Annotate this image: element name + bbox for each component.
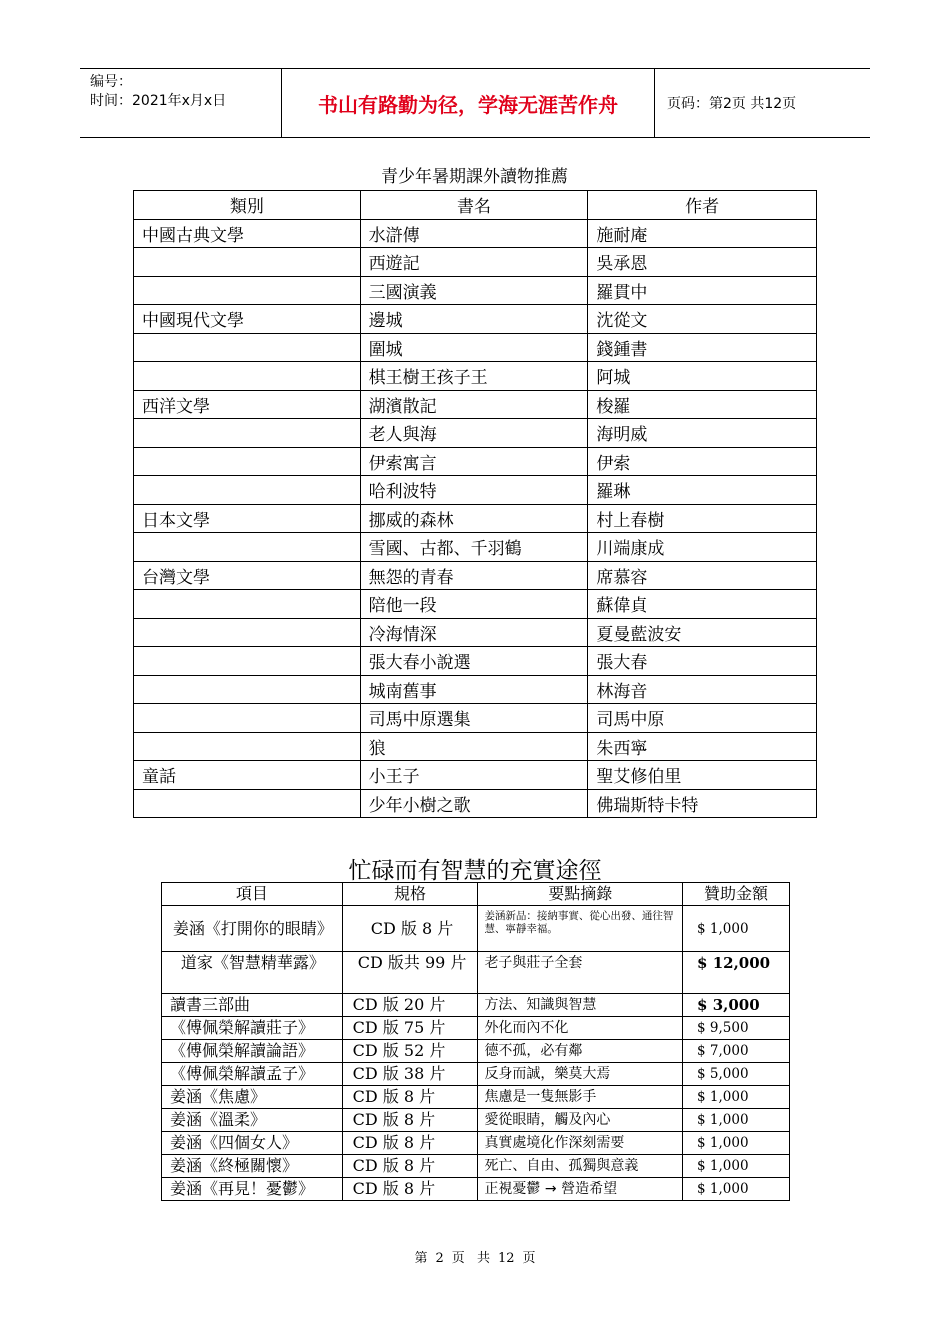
table-row [134,590,817,619]
author-cell: 張大春 [588,647,817,676]
footer-text: 共 [476,1251,490,1266]
author-cell: 吳承恩 [588,248,817,277]
amount-cell: $ 1,000 [683,1155,790,1178]
table-row [134,789,817,818]
table-row [162,994,790,1017]
author-cell: 羅貫中 [588,276,817,305]
item-cell: 《傅佩榮解讀莊子》 [162,1017,343,1040]
table-row [162,1155,790,1178]
footer-text: 第 [414,1251,428,1266]
author-cell: 佛瑞斯特卡特 [588,789,817,818]
header-motto: 书山有路勤为径，学海无涯苦作舟 [282,69,655,137]
category-cell: 中國古典文學 [134,219,361,248]
footer-page-total: 12 [497,1251,515,1266]
spec-cell: CD 版 20 片 [342,994,478,1017]
summary-cell: 德不孤，必有鄰 [478,1040,683,1063]
summary-cell: 焦慮是一隻無影手 [478,1086,683,1109]
author-cell: 施耐庵 [588,219,817,248]
table-row [134,305,817,334]
book-title-cell: 湖濱散記 [360,390,588,419]
table-row [134,704,817,733]
category-cell [134,333,361,362]
page-footer [0,1247,950,1266]
book-title-cell: 司馬中原選集 [360,704,588,733]
number-label: 编号： [90,74,132,90]
category-cell [134,732,361,761]
column-header: 項目 [162,883,343,906]
header-meta [80,69,282,137]
amount-cell: $ 1,000 [683,1132,790,1155]
column-header: 書名 [360,191,588,220]
author-cell: 錢鍾書 [588,333,817,362]
footer-page-number: 2 [435,1251,444,1266]
book-title-cell: 少年小樹之歌 [360,789,588,818]
amount-cell: $ 9,500 [683,1017,790,1040]
author-cell: 司馬中原 [588,704,817,733]
table-row [134,561,817,590]
author-cell: 夏曼藍波安 [588,618,817,647]
author-cell: 朱西寧 [588,732,817,761]
table-row [134,276,817,305]
summary-cell: 真實處境化作深刻需要 [478,1132,683,1155]
reading-list-title: 青少年暑期課外讀物推薦 [381,167,568,187]
book-title-cell: 水滸傳 [360,219,588,248]
table-header-row [162,883,790,906]
table-row [134,476,817,505]
category-cell: 西洋文學 [134,390,361,419]
book-title-cell: 三國演義 [360,276,588,305]
category-cell [134,419,361,448]
item-cell: 《傅佩榮解讀論語》 [162,1040,343,1063]
author-cell: 伊索 [588,447,817,476]
table-row [162,1040,790,1063]
footer-text: 页 [522,1251,536,1266]
item-cell: 道家《智慧精華露》 [162,952,343,994]
spec-cell: CD 版 8 片 [342,1178,478,1201]
category-cell [134,647,361,676]
author-cell: 沈從文 [588,305,817,334]
amount-cell: $ 5,000 [683,1063,790,1086]
summary-cell: 姜涵新品：接納事實、從心出發、通往智慧、寧靜幸福。 [478,906,683,952]
amount-cell: $ 1,000 [683,906,790,952]
item-cell: 姜涵《焦慮》 [162,1086,343,1109]
summary-cell: 反身而誠，樂莫大焉 [478,1063,683,1086]
item-cell: 姜涵《再見！憂鬱》 [162,1178,343,1201]
spec-cell: CD 版共 99 片 [342,952,478,994]
category-cell: 台灣文學 [134,561,361,590]
spec-cell: CD 版 8 片 [342,1155,478,1178]
wisdom-table [161,882,790,1201]
amount-cell: $ 1,000 [683,1178,790,1201]
spec-cell: CD 版 52 片 [342,1040,478,1063]
author-cell: 蘇偉貞 [588,590,817,619]
summary-cell: 愛從眼睛，觸及內心 [478,1109,683,1132]
book-title-cell: 圍城 [360,333,588,362]
wisdom-title: 忙碌而有智慧的充實途徑 [348,858,602,884]
spec-cell: CD 版 8 片 [342,906,478,952]
book-title-cell: 哈利波特 [360,476,588,505]
category-cell [134,362,361,391]
author-cell: 村上春樹 [588,504,817,533]
author-cell: 梭羅 [588,390,817,419]
table-row [134,447,817,476]
spec-cell: CD 版 75 片 [342,1017,478,1040]
book-title-cell: 挪威的森林 [360,504,588,533]
spec-cell: CD 版 8 片 [342,1109,478,1132]
footer-text: 页 [451,1251,465,1266]
table-row [162,1017,790,1040]
table-row [134,248,817,277]
book-title-cell: 伊索寓言 [360,447,588,476]
category-cell [134,533,361,562]
category-cell [134,789,361,818]
table-row [134,618,817,647]
item-cell: 姜涵《打開你的眼睛》 [162,906,343,952]
table-row [134,732,817,761]
table-row [134,219,817,248]
item-cell: 《傅佩榮解讀孟子》 [162,1063,343,1086]
header-page-info: 页码：第2页 共12页 [667,96,797,112]
book-title-cell: 狼 [360,732,588,761]
amount-cell: $ 3,000 [683,994,790,1017]
table-row [134,504,817,533]
column-header: 要點摘錄 [478,883,683,906]
category-cell [134,276,361,305]
column-header: 類別 [134,191,361,220]
category-cell: 中國現代文學 [134,305,361,334]
category-cell [134,590,361,619]
author-cell: 聖艾修伯里 [588,761,817,790]
item-cell: 姜涵《終極關懷》 [162,1155,343,1178]
table-row [134,333,817,362]
summary-cell: 外化而內不化 [478,1017,683,1040]
book-title-cell: 棋王樹王孩子王 [360,362,588,391]
category-cell: 日本文學 [134,504,361,533]
book-title-cell: 小王子 [360,761,588,790]
summary-cell: 方法、知識與智慧 [478,994,683,1017]
column-header: 作者 [588,191,817,220]
amount-cell: $ 7,000 [683,1040,790,1063]
table-row [162,952,790,994]
book-title-cell: 老人與海 [360,419,588,448]
table-row [162,1178,790,1201]
category-cell [134,704,361,733]
author-cell: 林海音 [588,675,817,704]
column-header: 規格 [342,883,478,906]
book-title-cell: 冷海情深 [360,618,588,647]
table-row [134,419,817,448]
amount-cell: $ 1,000 [683,1086,790,1109]
table-row [134,647,817,676]
amount-cell: $ 12,000 [683,952,790,994]
table-row [134,533,817,562]
summary-cell: 正視憂鬱 → 營造希望 [478,1178,683,1201]
spec-cell: CD 版 8 片 [342,1132,478,1155]
spec-cell: CD 版 8 片 [342,1086,478,1109]
book-title-cell: 西遊記 [360,248,588,277]
table-row [162,906,790,952]
category-cell [134,618,361,647]
spec-cell: CD 版 38 片 [342,1063,478,1086]
book-title-cell: 陪他一段 [360,590,588,619]
book-title-cell: 城南舊事 [360,675,588,704]
category-cell [134,476,361,505]
time-label: 时间：2021年x月x日 [90,93,227,109]
summary-cell: 老子與莊子全套 [478,952,683,994]
author-cell: 川端康成 [588,533,817,562]
author-cell: 席慕容 [588,561,817,590]
table-row [162,1086,790,1109]
author-cell: 阿城 [588,362,817,391]
table-row [134,675,817,704]
table-row [134,362,817,391]
author-cell: 羅琳 [588,476,817,505]
author-cell: 海明威 [588,419,817,448]
table-row [134,761,817,790]
reading-list-table [133,190,817,818]
book-title-cell: 張大春小說選 [360,647,588,676]
book-title-cell: 雪國、古都、千羽鶴 [360,533,588,562]
column-header: 贊助金額 [683,883,790,906]
category-cell: 童話 [134,761,361,790]
book-title-cell: 無怨的青春 [360,561,588,590]
book-title-cell: 邊城 [360,305,588,334]
item-cell: 姜涵《溫柔》 [162,1109,343,1132]
amount-cell: $ 1,000 [683,1109,790,1132]
item-cell: 讀書三部曲 [162,994,343,1017]
item-cell: 姜涵《四個女人》 [162,1132,343,1155]
table-header-row [134,191,817,220]
table-row [162,1109,790,1132]
table-row [162,1063,790,1086]
table-row [162,1132,790,1155]
summary-cell: 死亡、自由、孤獨與意義 [478,1155,683,1178]
page-header [80,68,870,138]
category-cell [134,675,361,704]
table-row [134,390,817,419]
category-cell [134,248,361,277]
category-cell [134,447,361,476]
